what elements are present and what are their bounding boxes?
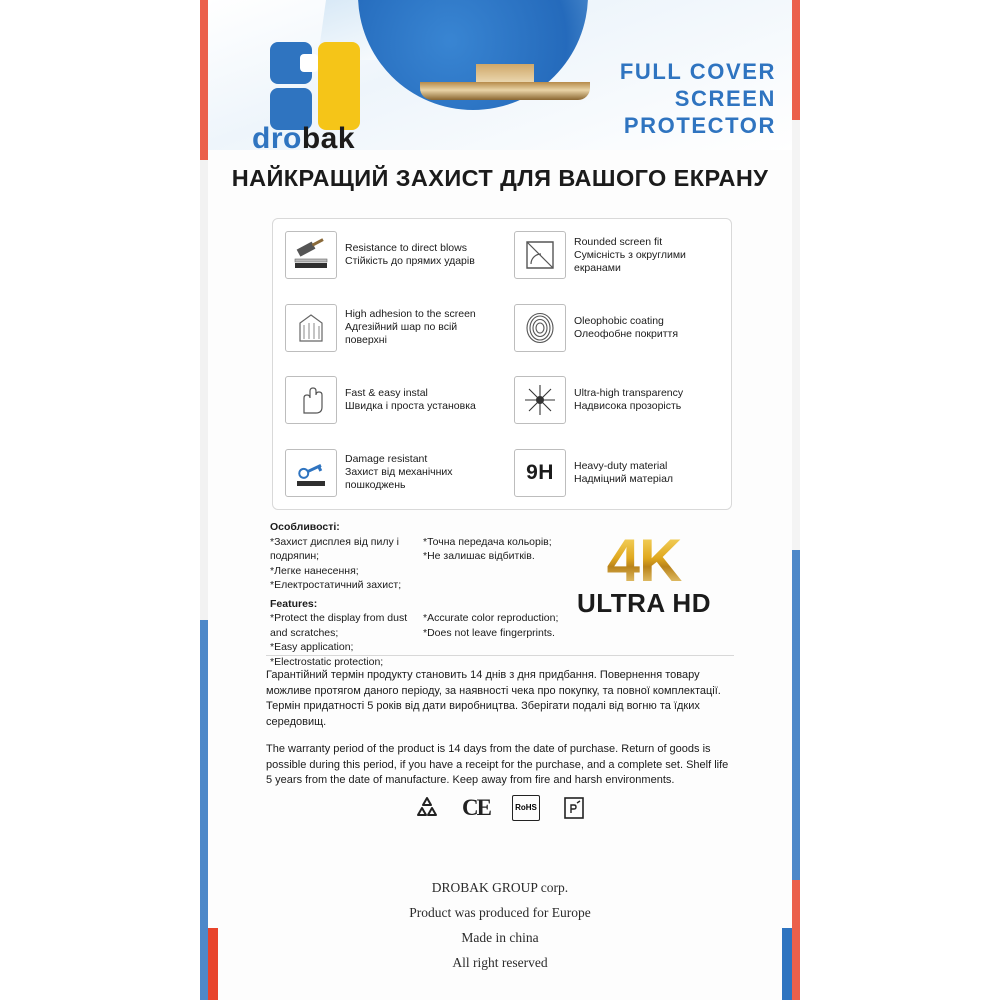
feature-label-en: Heavy-duty material [574, 459, 668, 472]
specs-title-ua: Особливості: [270, 521, 340, 533]
feature-label-ua: Олеофобне покриття [574, 327, 679, 340]
rounded-screen-icon [514, 231, 566, 279]
feature-item [502, 219, 731, 292]
key-scratch-icon [285, 449, 337, 497]
feature-label-ua: Захист від механічних пошкоджень [345, 466, 453, 492]
specs-block [270, 520, 570, 669]
headline-line-2: SCREEN [674, 86, 776, 111]
hammer-icon [285, 231, 337, 279]
spec-ua-item: *Захист дисплея від пилу і подряпин; [270, 535, 399, 562]
product-headline-en [566, 58, 776, 139]
feature-label-ua: Надвисока прозорість [574, 400, 682, 413]
hand-icon [285, 376, 337, 424]
feature-label-en: Oleophobic coating [574, 314, 664, 327]
headline-line-1: FULL COVER [619, 59, 776, 84]
transparency-icon [514, 376, 566, 424]
product-headline-ua: НАЙКРАЩИЙ ЗАХИСТ ДЛЯ ВАШОГО ЕКРАНУ [231, 165, 769, 191]
feature-label-en: Ultra-high transparency [574, 387, 684, 400]
logo-square-cutout [300, 54, 318, 72]
adhesion-icon [285, 304, 337, 352]
badge-4k-label: 4K [554, 532, 734, 590]
footer-rights: All right reserved [452, 955, 548, 970]
drobak-logo [252, 42, 412, 155]
feature-label-ua: Адгезійний шар по всій поверхні [345, 321, 458, 347]
feature-label-en: Rounded screen fit [574, 235, 663, 248]
spec-ua-item: *Електростатичний захист; [270, 579, 402, 591]
recycle-icon [414, 795, 440, 821]
badge-4k-ultra-hd [554, 527, 734, 619]
footer-market: Product was produced for Europe [409, 905, 591, 920]
spec-ua-item: *Не залишає відбитків. [423, 550, 535, 562]
phone-notch [420, 82, 590, 100]
spec-en-item: *Easy application; [270, 641, 354, 653]
bottom-left-color-tick [208, 928, 218, 1000]
spec-en-item: *Accurate color reproduction; [423, 612, 559, 624]
badge-ultra-hd-label: ULTRA HD [577, 588, 711, 618]
brand-name-dark: bak [301, 122, 356, 155]
brand-name-blue: dro [252, 122, 302, 155]
specs-title-en: Features: [270, 597, 318, 610]
brand-wordmark [252, 122, 355, 156]
package-footer [200, 875, 800, 975]
rohs-icon: RoHS [512, 795, 540, 821]
feature-item [273, 219, 502, 292]
feature-label-en: Resistance to direct blows [345, 242, 467, 255]
feature-item [273, 437, 502, 510]
logo-square-blue-top [270, 42, 312, 84]
feature-item [502, 437, 731, 510]
package-left-edge [200, 0, 208, 1000]
feature-label-ua: Стійкість до прямих ударів [345, 255, 475, 268]
footer-origin: Made in china [461, 930, 539, 945]
package-right-edge [792, 0, 800, 1000]
warranty-text-en: The warranty period of the product is 14 days from the date of purchase. Return of goods is possible during this period, if you have a receipt for the purchase, and a complete set. Shelf life 5 years from the date of manufacture. Keep away from fire and harsh environments. [266, 743, 729, 786]
feature-label-ua: Швидка і проста установка [345, 400, 476, 413]
feature-item [502, 292, 731, 365]
hardness-9h-icon [514, 449, 566, 497]
compliance-icons-row [200, 795, 800, 821]
feature-grid [272, 218, 732, 510]
spec-en-item: *Protect the display from dust and scratches; [270, 612, 408, 639]
spec-ua-item: *Точна передача кольорів; [423, 535, 552, 548]
feature-label-ua: Надміцний матеріал [574, 472, 674, 485]
feature-item [502, 364, 731, 437]
spec-ua-item: *Легке нанесення; [270, 564, 359, 577]
ce-mark-icon: CE [462, 795, 490, 820]
feature-label-ua: Сумісність з округлими екранами [574, 248, 686, 274]
feature-label-en: Damage resistant [345, 453, 428, 466]
logo-square-yellow-bottom [318, 66, 360, 130]
footer-company: DROBAK GROUP corp. [431, 880, 569, 895]
feature-item [273, 292, 502, 365]
spec-en-item: *Electrostatic protection; [270, 655, 384, 668]
bottom-right-color-tick [782, 928, 792, 1000]
feature-label-en: High adhesion to the screen [345, 308, 476, 321]
headline-line-3: PROTECTOR [623, 113, 776, 138]
spec-en-item: *Does not leave fingerprints. [423, 626, 555, 639]
divider-line [266, 655, 734, 656]
feature-label-en: Fast & easy instal [345, 387, 428, 400]
fingerprint-icon [514, 304, 566, 352]
feature-item [273, 364, 502, 437]
warranty-text-ua: Гарантійний термін продукту становить 14 днів з дня придбання. Повернення товару можливе протягом даного періоду, за наявності чека про покупку, та повної комплектації. Термін придатності 5 років від дати виробництва. Зберігати подалі від вогню та їдких середовищ. [266, 669, 721, 728]
product-package-image [200, 0, 800, 1000]
dispose-bin-icon [562, 795, 586, 821]
hardness-badge-label: 9H [526, 460, 554, 484]
